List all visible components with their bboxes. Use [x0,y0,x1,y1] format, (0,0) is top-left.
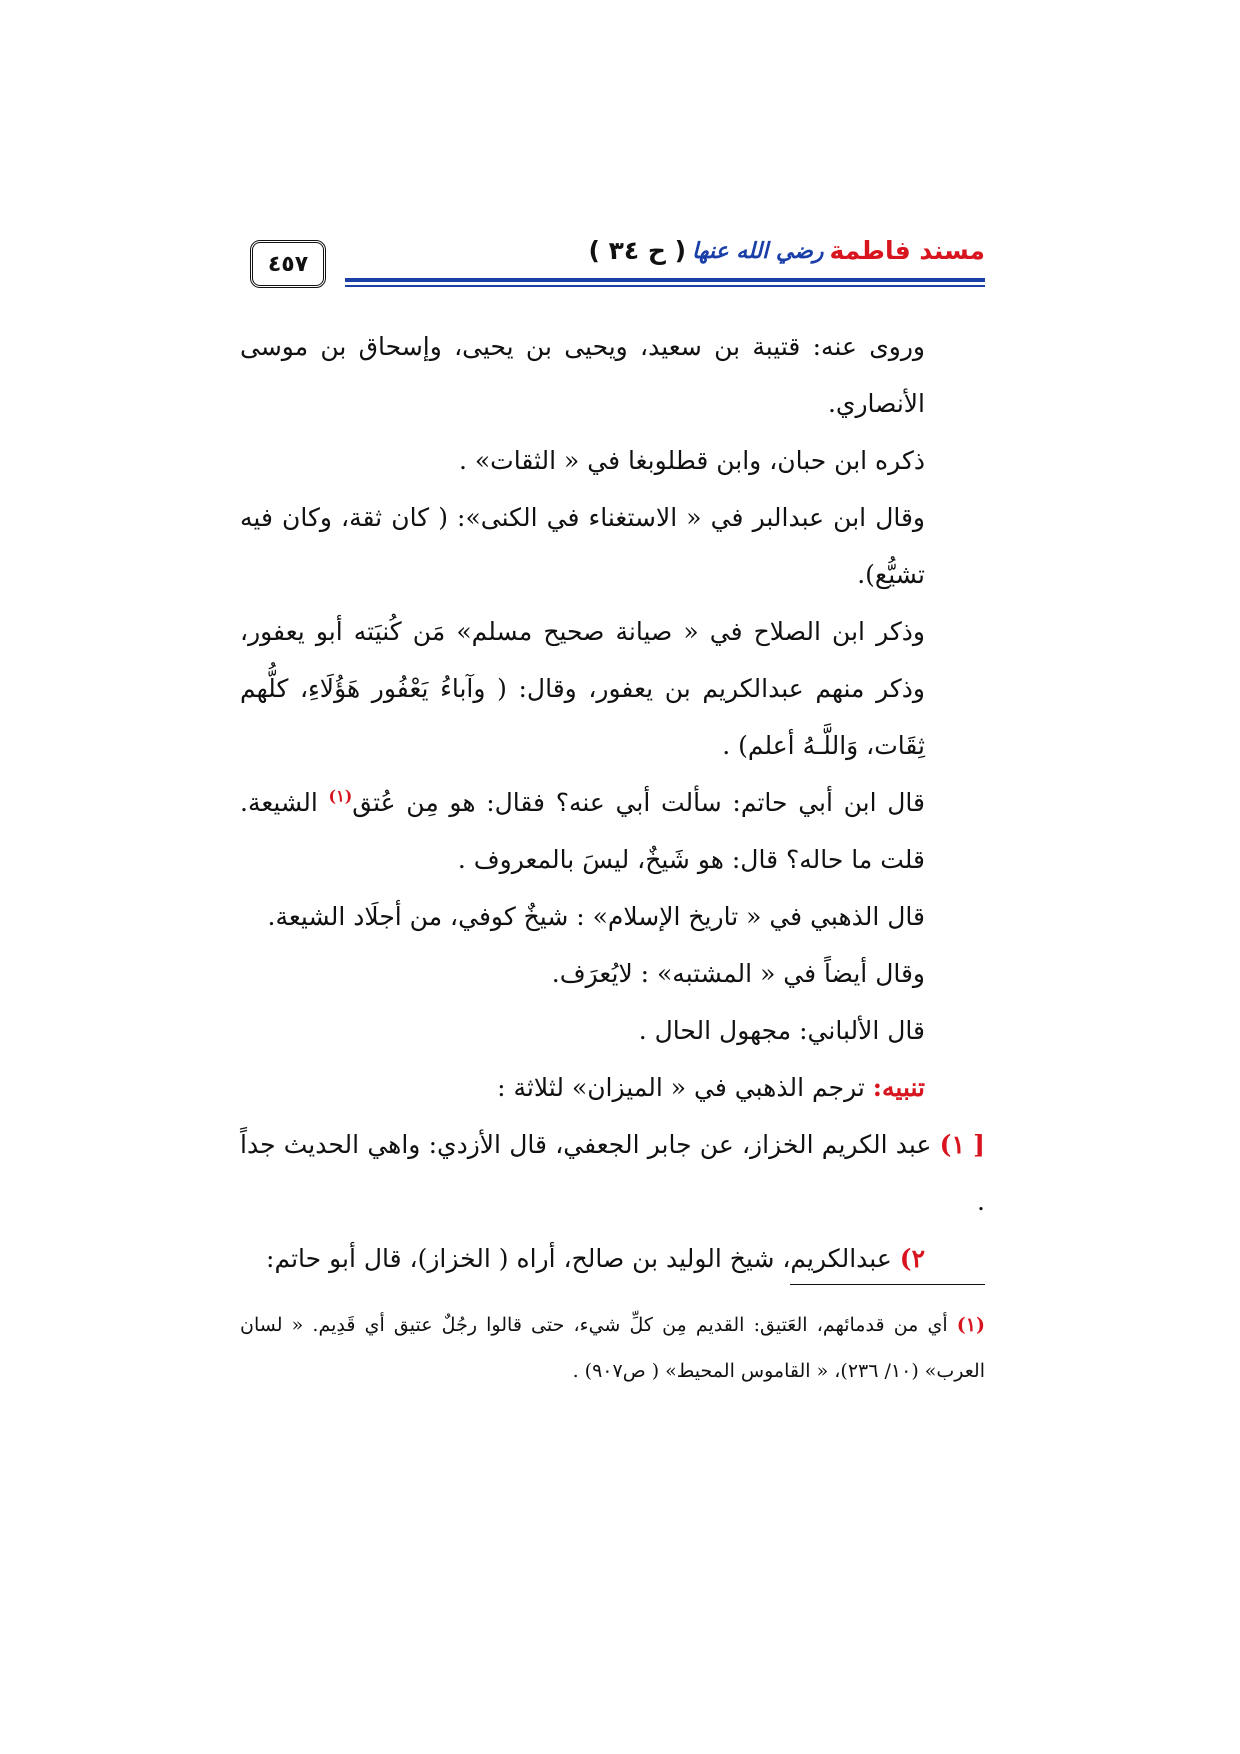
hadith-number: ( ح ٣٤ ) [588,236,687,265]
item-bracket: [ [973,1130,986,1159]
header-rule [345,278,985,282]
footnote-ref: (١) [328,786,353,806]
item-text: عبدالكريم، شيخ الوليد بن صالح، أراه ( الخزاز)، قال أبو حاتم: [266,1244,892,1273]
paragraph-notice [240,1059,985,1116]
item-number: ١) [939,1130,965,1159]
paragraph-ibn-hibban: ذكره ابن حبان، وابن قطلوبغا في « الثقات» . [458,446,925,475]
footnote [240,1302,985,1394]
page-number: ٤٥٧ [250,240,326,288]
paragraph-ibn-abi-hatim-start: قال ابن أبي حاتم: سألت أبي عنه؟ فقال: هو مِن عُتق [352,788,925,817]
paragraph-dhahabi-mushtabih: وقال أيضاً في « المشتبه» : لايُعرَف. [551,959,925,988]
footnote-text: أي من قدمائهم، العَتيق: القديم مِن كلِّ شيء، حتى قالوا رجُلٌ عتيق أي قَدِيم. « لسان العرب» (١٠/ ٢٣٦)، « القاموس المحيط» ( ص٩٠٧) . [240,1314,985,1382]
item-number: ٢) [899,1244,925,1273]
notice-label: تنبيه: [872,1073,925,1102]
running-title [589,236,986,265]
footnote-separator [790,1284,985,1285]
list-item [240,1116,985,1230]
paragraph-ibn-abi-hatim-end: الشيعة. قلت ما حاله؟ قال: هو شَيخٌ، ليسَ بالمعروف . [240,788,925,874]
notice-text: ترجم الذهبي في « الميزان» لثلاثة : [497,1073,873,1102]
main-text [240,318,985,1287]
honorific-calligraphy: رضي الله عنها [692,237,824,264]
paragraph-ibn-salah: وذكر ابن الصلاح في « صيانة صحيح مسلم» مَن كُنيَته أبو يعفور، وذكر منهم عبدالكريم بن يعفور، وقال: ( وآباءُ يَعْفُور هَؤُلَاءِ، كلُّهم ثِقَات، وَاللَّـهُ أعلم) . [240,617,925,760]
book-title: مسند فاطمة [829,236,985,265]
paragraph-ibn-abdulbarr: وقال ابن عبدالبر في « الاستغناء في الكنى»: ( كان ثقة، وكان فيه تشيُّع). [240,503,925,589]
paragraph-dhahabi-tarikh: قال الذهبي في « تاريخ الإسلام» : شيخٌ كوفي، من أجلَاد الشيعة. [267,902,925,931]
footnote-number: (١) [956,1314,985,1336]
header-rule-thin [345,285,985,287]
page-header [250,236,985,296]
paragraph-albani: قال الألباني: مجهول الحال . [638,1016,925,1045]
list-item [240,1230,985,1287]
item-text: عبد الكريم الخزاز، عن جابر الجعفي، قال الأزدي: واهي الحديث جداً . [240,1130,985,1216]
paragraph-narrators: وروى عنه: قتيبة بن سعيد، ويحيى بن يحيى، وإسحاق بن موسى الأنصاري. [240,332,925,418]
paragraph-ibn-abi-hatim [240,774,985,888]
